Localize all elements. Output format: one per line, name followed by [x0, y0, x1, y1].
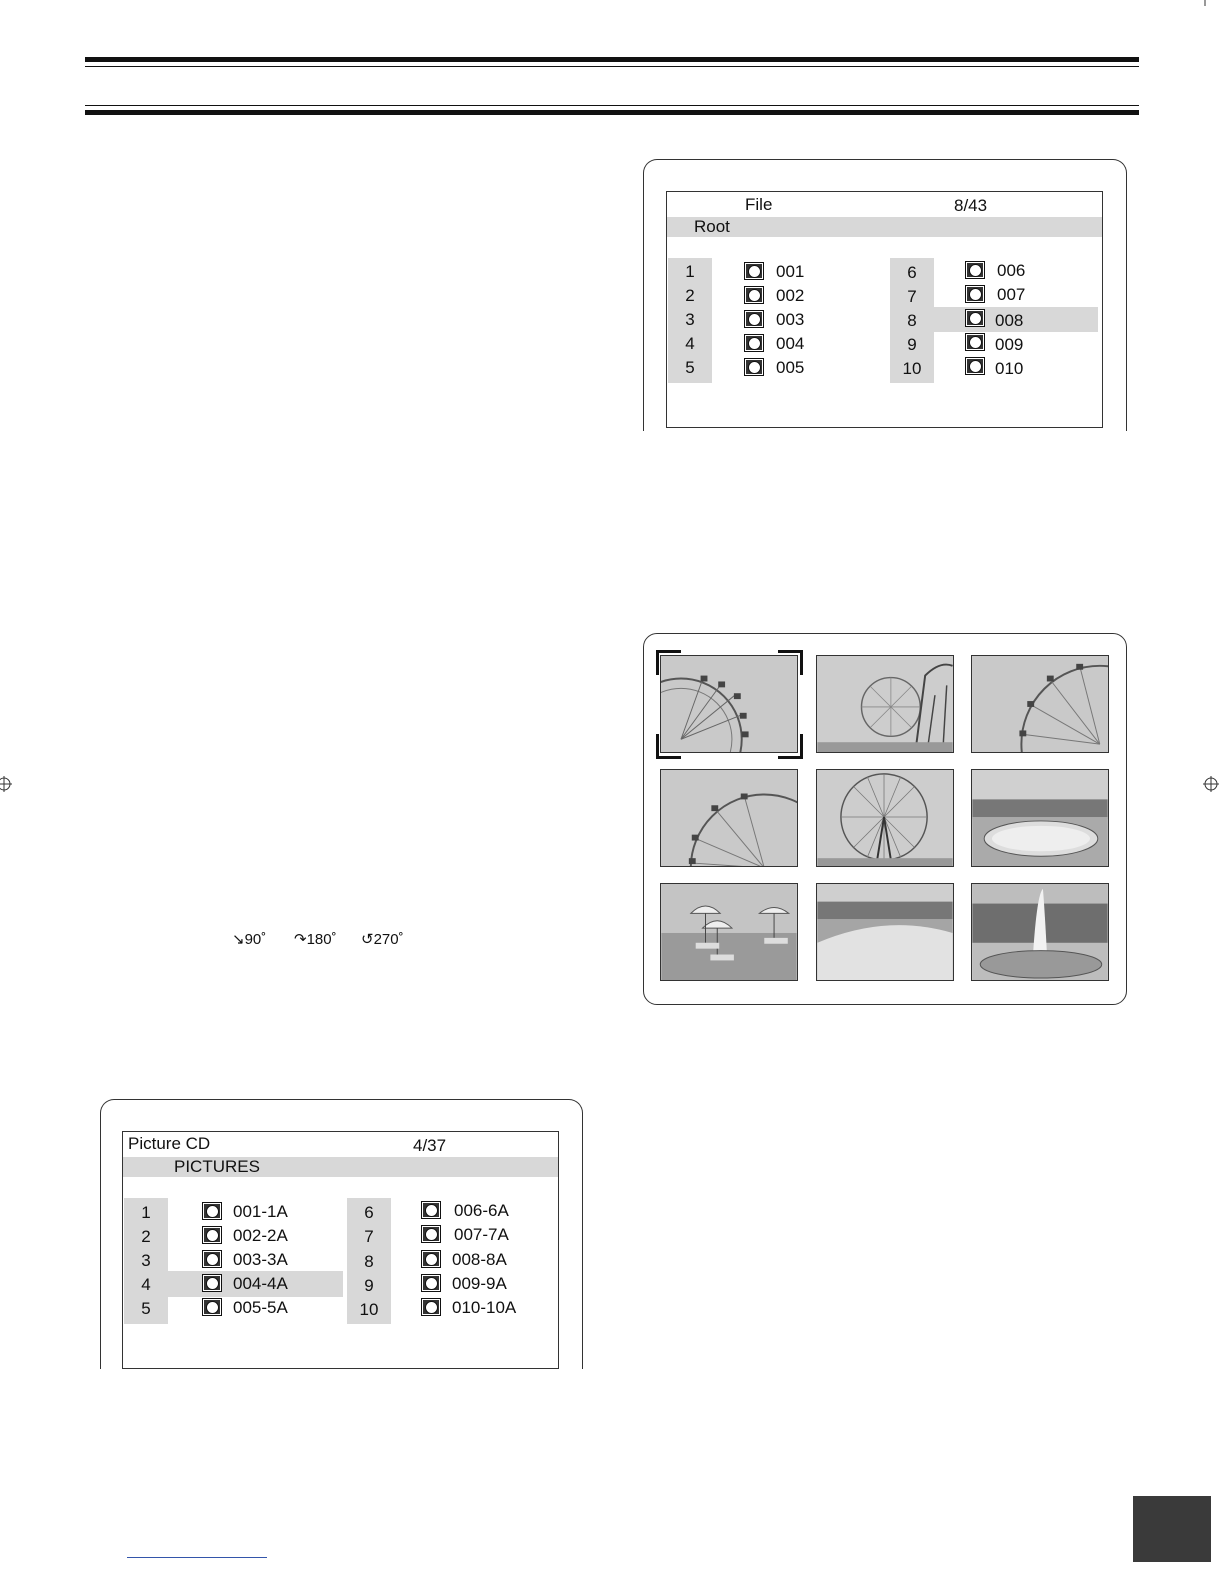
picture-file-icon: [744, 310, 764, 328]
folder-bar: [123, 1157, 558, 1177]
file-name: 002-2A: [233, 1226, 288, 1245]
row-number: 2: [141, 1227, 151, 1246]
picture-file-icon: [744, 334, 764, 352]
file-name: 007-7A: [454, 1225, 509, 1244]
thumbnail-flower-bed-park[interactable]: [971, 769, 1109, 867]
file-name: 005: [776, 358, 805, 377]
file-name: 010: [995, 359, 1024, 378]
picture-file-icon: [744, 262, 764, 280]
thumbnail-fountain[interactable]: [971, 883, 1109, 981]
row-number: 7: [907, 287, 917, 306]
selection-corner-bl: [656, 734, 681, 759]
file-name: 006-6A: [454, 1201, 509, 1220]
file-browser-screen: [666, 191, 1103, 428]
row-number: 2: [685, 286, 695, 305]
thumbnail-flower-garden[interactable]: [816, 883, 954, 981]
file-name: 001: [776, 262, 805, 281]
picture-file-icon: [202, 1274, 222, 1292]
registration-mark-icon: [1203, 776, 1219, 792]
picture-file-icon: [421, 1298, 441, 1316]
rotate-cw-icon: ↘: [232, 931, 245, 948]
file-name: 003-3A: [233, 1250, 288, 1269]
row-number: 1: [685, 262, 695, 281]
file-name: 008: [995, 311, 1024, 330]
file-name: 010-10A: [452, 1298, 517, 1317]
file-name: 009: [995, 335, 1024, 354]
row-number: 8: [364, 1252, 374, 1271]
row-number: 1: [141, 1203, 151, 1222]
picture-file-icon: [744, 358, 764, 376]
picture-file-icon: [202, 1202, 222, 1220]
row-number: 5: [141, 1299, 151, 1318]
selection-corner-tl: [656, 650, 681, 675]
picture-file-icon: [965, 333, 985, 351]
crop-mark-icon: [1197, 0, 1213, 10]
footer-link-underline: [127, 1557, 267, 1558]
rotate-half-icon: ↷: [294, 931, 307, 948]
file-name: 002: [776, 286, 805, 305]
picture-cd-panel: [100, 1099, 583, 1369]
selection-corner-tr: [778, 650, 803, 675]
rotate-180-label: ↷180˚: [294, 931, 337, 948]
file-name: 009-9A: [452, 1274, 507, 1293]
rotate-ccw-icon: ↺: [361, 931, 374, 948]
picture-file-icon: [202, 1250, 222, 1268]
rotate-270-label: ↺270˚: [361, 931, 404, 948]
row-number: 9: [364, 1276, 374, 1295]
picture-file-icon: [421, 1225, 441, 1243]
folder-name: PICTURES: [174, 1157, 260, 1176]
file-name: 004-4A: [233, 1274, 288, 1293]
picture-file-icon: [421, 1274, 441, 1292]
file-name: 001-1A: [233, 1202, 288, 1221]
picture-cd-title: Picture CD: [128, 1134, 211, 1153]
header-rule-thick-top: [85, 57, 1139, 62]
row-number: 9: [907, 335, 917, 354]
selection-corner-br: [778, 734, 803, 759]
picture-file-icon: [421, 1201, 441, 1219]
picture-file-icon: [202, 1298, 222, 1316]
picture-file-icon: [965, 357, 985, 375]
file-browser-panel: [643, 159, 1127, 431]
picture-file-icon: [421, 1250, 441, 1268]
file-browser-title: File: [745, 195, 773, 214]
row-number: 6: [364, 1203, 374, 1222]
file-name: 003: [776, 310, 805, 329]
thumbnail-panel: [643, 633, 1127, 1005]
folder-bar: [667, 217, 1102, 237]
picture-file-icon: [202, 1226, 222, 1244]
thumbnail-ferris-wheel-coaster[interactable]: [816, 655, 954, 753]
picture-cd-screen: [122, 1131, 559, 1369]
row-number: 3: [141, 1251, 151, 1270]
row-number: 4: [141, 1275, 151, 1294]
row-number: 8: [907, 311, 917, 330]
header-rule-thin-top: [85, 66, 1139, 67]
row-number: 6: [907, 263, 917, 282]
registration-mark-icon: [0, 776, 12, 792]
header-rule-thin-bottom: [85, 105, 1139, 106]
thumbnail-ferris-wheel-3[interactable]: [660, 769, 798, 867]
folder-name: Root: [694, 217, 730, 236]
thumbnail-ferris-wheel-4[interactable]: [816, 769, 954, 867]
file-name: 006: [997, 261, 1026, 280]
row-number: 7: [364, 1227, 374, 1246]
file-browser-counter: 8/43: [954, 196, 988, 215]
row-number: 5: [685, 358, 695, 377]
row-number: 10: [359, 1300, 379, 1319]
thumbnail-cafe-umbrellas[interactable]: [660, 883, 798, 981]
rotate-90-label: ↘90˚: [232, 931, 267, 948]
file-name: 004: [776, 334, 805, 353]
picture-file-icon: [965, 309, 985, 327]
file-name: 005-5A: [233, 1298, 288, 1317]
thumbnail-ferris-wheel-2[interactable]: [971, 655, 1109, 753]
file-name: 008-8A: [452, 1250, 507, 1269]
row-number: 10: [902, 359, 922, 378]
row-number: 4: [685, 334, 695, 353]
row-number: 3: [685, 310, 695, 329]
picture-file-icon: [744, 286, 764, 304]
file-name: 007: [997, 285, 1026, 304]
picture-cd-counter: 4/37: [413, 1136, 447, 1155]
header-rule-thick-bottom: [85, 110, 1139, 115]
picture-file-icon: [965, 285, 985, 303]
section-tab: [1133, 1496, 1211, 1562]
picture-file-icon: [965, 261, 985, 279]
